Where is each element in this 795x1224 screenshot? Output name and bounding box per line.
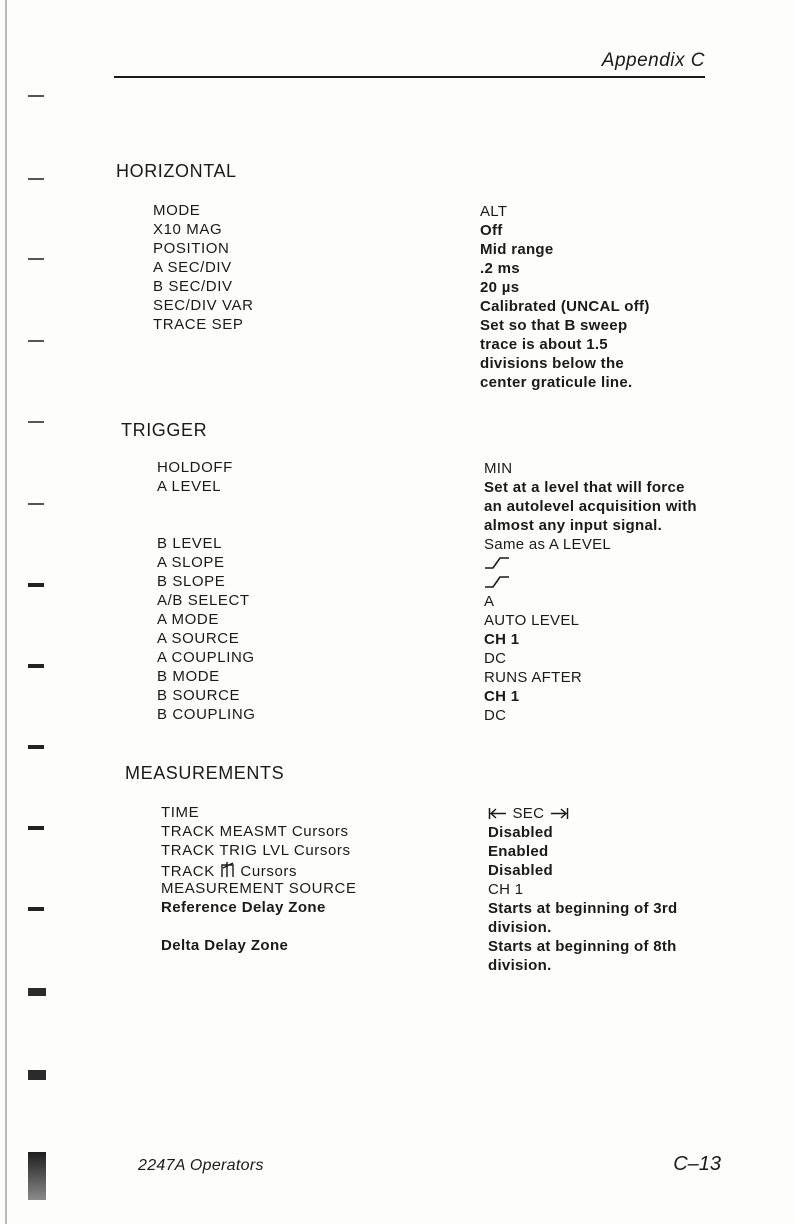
setting-label: A LEVEL xyxy=(157,478,222,495)
label-prefix: TRACK xyxy=(161,863,215,880)
setting-label: A SOURCE xyxy=(157,630,240,647)
setting-value: ALT xyxy=(480,203,508,220)
rising-slope-icon xyxy=(484,555,510,571)
margin-tick xyxy=(28,664,44,668)
margin-tick xyxy=(28,745,44,749)
setting-label: Delta Delay Zone xyxy=(161,937,289,954)
margin-tick xyxy=(28,583,44,587)
margin-tick xyxy=(28,503,44,505)
margin-tick xyxy=(28,258,44,260)
setting-label: A MODE xyxy=(157,611,219,628)
rising-slope-icon xyxy=(484,574,510,590)
setting-label: TIME xyxy=(161,804,200,821)
setting-value: DC xyxy=(484,707,507,724)
setting-label: B COUPLING xyxy=(157,706,256,723)
section-title-measurements: MEASUREMENTS xyxy=(125,763,285,783)
value-line: trace is about 1.5 xyxy=(480,336,608,353)
thumb-tab xyxy=(28,988,46,996)
setting-value: MIN xyxy=(484,460,513,477)
setting-value-multiline xyxy=(484,478,697,535)
page-header-title: Appendix C xyxy=(601,50,705,71)
thumb-tab xyxy=(28,1152,46,1200)
setting-value: Mid range xyxy=(480,241,554,258)
setting-label: MEASUREMENT SOURCE xyxy=(161,880,357,897)
setting-value: A xyxy=(484,593,495,610)
setting-value: Enabled xyxy=(488,843,549,860)
setting-value: AUTO LEVEL xyxy=(484,612,580,629)
value-line: Starts at beginning of 8th xyxy=(488,938,677,955)
setting-value-multiline xyxy=(488,937,677,975)
time-unit-label: SEC xyxy=(512,805,545,822)
section-title-trigger: TRIGGER xyxy=(121,420,208,440)
margin-tick xyxy=(28,826,44,830)
setting-label: MODE xyxy=(153,202,201,219)
margin-tick xyxy=(28,178,44,180)
value-line: Set so that B sweep xyxy=(480,317,628,334)
setting-value: Disabled xyxy=(488,824,553,841)
setting-label: B SOURCE xyxy=(157,687,241,704)
setting-label: POSITION xyxy=(153,240,230,257)
setting-label: TRACK MEASMT Cursors xyxy=(161,823,349,840)
margin-tick xyxy=(28,907,44,911)
setting-value: Same as A LEVEL xyxy=(484,536,612,553)
thumb-tab xyxy=(28,1070,46,1080)
setting-value: CH 1 xyxy=(484,631,520,648)
setting-label: B MODE xyxy=(157,668,220,685)
setting-value: CH 1 xyxy=(488,881,524,898)
margin-tick xyxy=(28,95,44,97)
setting-label: HOLDOFF xyxy=(157,459,233,476)
value-line: Set at a level that will force xyxy=(484,479,685,496)
setting-label: A SEC/DIV xyxy=(153,259,232,276)
left-bracket-arrow-icon xyxy=(488,807,508,820)
right-bracket-arrow-icon xyxy=(549,807,569,820)
setting-value: CH 1 xyxy=(484,688,520,705)
setting-value: 20 µs xyxy=(480,279,520,296)
value-line: an autolevel acquisition with xyxy=(484,498,697,515)
setting-value: Off xyxy=(480,222,503,239)
setting-value: Calibrated (UNCAL off) xyxy=(480,298,650,315)
setting-label: SEC/DIV VAR xyxy=(153,297,254,314)
setting-value-multiline xyxy=(480,316,632,392)
value-line: division. xyxy=(488,957,552,974)
setting-label: TRACK TRIG LVL Cursors xyxy=(161,842,351,859)
label-suffix: Cursors xyxy=(240,863,298,880)
setting-label: B SEC/DIV xyxy=(153,278,233,295)
setting-label xyxy=(161,861,297,880)
setting-value xyxy=(484,573,510,592)
setting-value: RUNS AFTER xyxy=(484,669,583,686)
track-cursor-symbol-icon xyxy=(220,861,236,878)
setting-value xyxy=(488,804,569,823)
value-line: Starts at beginning of 3rd xyxy=(488,900,678,917)
margin-tick xyxy=(28,421,44,423)
page-number: C–13 xyxy=(673,1153,721,1175)
setting-value: .2 ms xyxy=(480,260,520,277)
margin-tick xyxy=(28,340,44,342)
setting-label: B LEVEL xyxy=(157,535,223,552)
setting-value: DC xyxy=(484,650,507,667)
footer-manual-title: 2247A Operators xyxy=(138,1157,264,1174)
section-title-horizontal: HORIZONTAL xyxy=(116,161,237,181)
value-line: center graticule line. xyxy=(480,374,633,391)
value-line: almost any input signal. xyxy=(484,517,663,534)
setting-label: A/B SELECT xyxy=(157,592,250,609)
setting-value: Disabled xyxy=(488,862,553,879)
setting-label: B SLOPE xyxy=(157,573,226,590)
page-edge xyxy=(5,0,7,1224)
setting-label: TRACE SEP xyxy=(153,316,244,333)
setting-label: A COUPLING xyxy=(157,649,255,666)
setting-label: Reference Delay Zone xyxy=(161,899,326,916)
header-rule xyxy=(114,76,705,78)
setting-label: X10 MAG xyxy=(153,221,223,238)
setting-value xyxy=(484,554,510,573)
setting-label: A SLOPE xyxy=(157,554,225,571)
value-line: division. xyxy=(488,919,552,936)
setting-value-multiline xyxy=(488,899,677,937)
value-line: divisions below the xyxy=(480,355,625,372)
